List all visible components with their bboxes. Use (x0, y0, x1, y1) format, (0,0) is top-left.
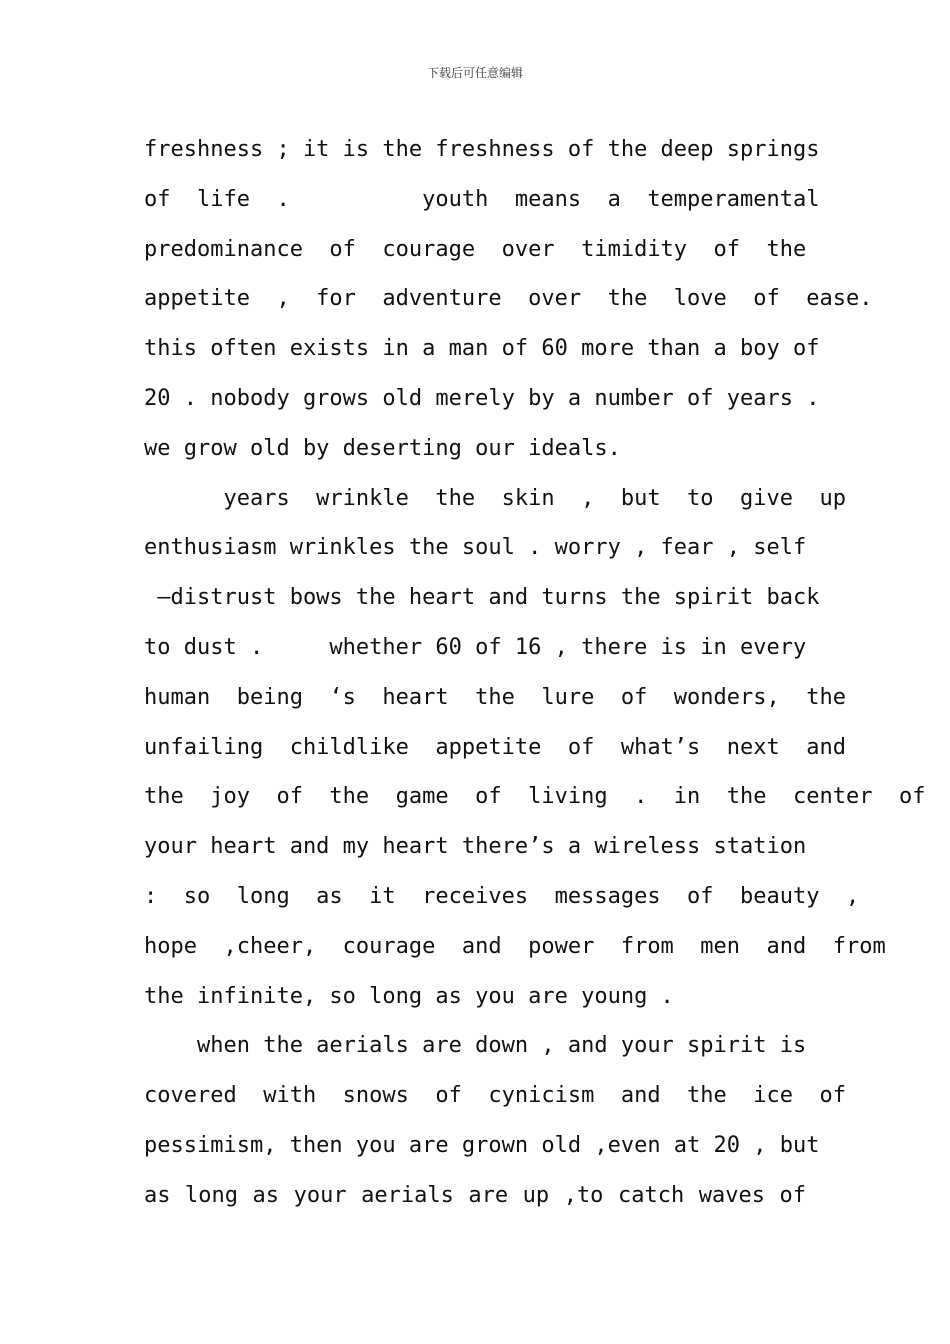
text-line: when the aerials are down , and your spirit is (144, 1033, 807, 1059)
text-line: to dust . whether 60 of 16 , there is in every (144, 634, 807, 660)
text-line: –distrust bows the heart and turns the spirit back (144, 585, 820, 611)
text-line: covered with snows of cynicism and the ice of (144, 1083, 846, 1109)
text-line: enthusiasm wrinkles the soul . worry , fear , self (144, 535, 807, 561)
text-line: hope ,cheer, courage and power from men and from (144, 933, 886, 959)
text-line: your heart and my heart there’s a wireless station (144, 834, 807, 860)
text-line: years wrinkle the skin , but to give up (144, 485, 846, 511)
text-line: freshness ; it is the freshness of the deep springs (144, 137, 820, 162)
text-line: as long as your aerials are up ,to catch waves of (144, 1182, 806, 1208)
text-line: 20 . nobody grows old merely by a number of years . (144, 385, 820, 411)
text-line: the infinite, so long as you are young . (144, 983, 674, 1009)
text-line: appetite , for adventure over the love of ease. (144, 286, 873, 312)
text-line: unfailing childlike appetite of what’s next and (144, 734, 846, 760)
text-line: human being ‘s heart the lure of wonders, the (144, 684, 846, 710)
text-line: of life . youth means a temperamental (144, 186, 820, 212)
text-line: we grow old by deserting our ideals. (144, 435, 621, 461)
text-line: predominance of courage over timidity of the (144, 236, 807, 262)
text-line: this often exists in a man of 60 more than a boy of (144, 336, 820, 362)
text-line: : so long as it receives messages of beauty , (144, 883, 860, 909)
text-line: pessimism, then you are grown old ,even at 20 , but (144, 1132, 820, 1158)
page-header: 下载后可任意编辑 (426, 66, 523, 80)
body-text (144, 125, 926, 1221)
text-line: the joy of the game of living . in the center of (144, 784, 926, 810)
